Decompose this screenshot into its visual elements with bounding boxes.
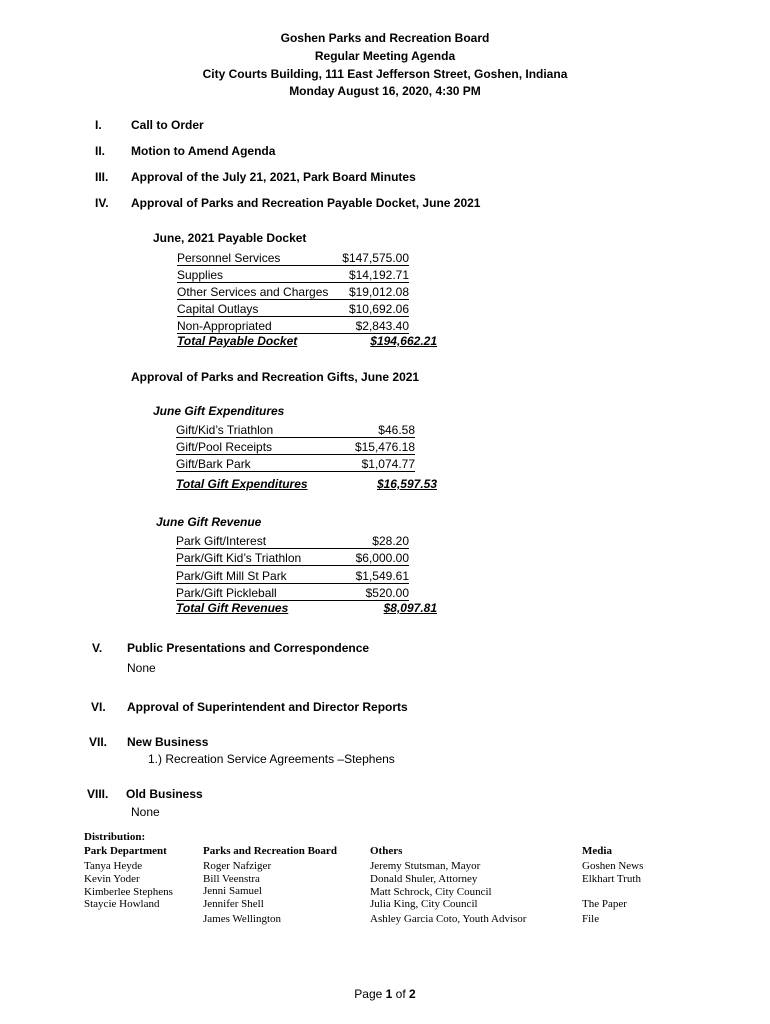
distribution-label: Distribution:: [84, 831, 146, 843]
gift-revenue-title: June Gift Revenue: [156, 515, 262, 529]
expenditure-row-amount: $1,074.77: [361, 457, 415, 471]
section-v-title: Public Presentations and Correspondence: [127, 641, 370, 655]
section-viii-title: Old Business: [126, 787, 203, 801]
header-subtitle: Regular Meeting Agenda: [314, 49, 456, 63]
revenue-row: [176, 583, 409, 601]
revenue-total-label: Total Gift Revenues: [176, 601, 289, 615]
agenda-num-1: I.: [95, 118, 102, 132]
docket-row-amount: $19,012.08: [348, 285, 409, 299]
board-member: Jenni Samuel: [203, 885, 262, 897]
park-department-heading: Park Department: [84, 845, 167, 857]
docket-total-amount: $194,662.21: [370, 334, 437, 348]
revenue-row-label: Park/Gift Mill St Park: [176, 569, 287, 583]
expenditure-row-amount: $46.58: [378, 423, 415, 437]
others-name: Matt Schrock, City Council: [370, 886, 492, 898]
expenditure-row-amount: $15,476.18: [354, 440, 415, 454]
agenda-item-4: Approval of Parks and Recreation Payable Docket, June 2021: [131, 196, 481, 210]
docket-row-amount: $14,192.71: [348, 268, 409, 282]
board-heading: Parks and Recreation Board: [203, 845, 337, 857]
docket-row: [177, 299, 409, 317]
expenditure-row: [176, 437, 415, 455]
gifts-heading: Approval of Parks and Recreation Gifts, June 2021: [131, 370, 420, 384]
docket-row-label: Capital Outlays: [177, 302, 259, 316]
board-member: Jennifer Shell: [203, 898, 264, 910]
revenue-row: [176, 566, 409, 584]
docket-row: [177, 265, 409, 283]
revenue-row: [176, 548, 409, 566]
header-location: City Courts Building, 111 East Jefferson Street, Goshen, Indiana: [202, 67, 568, 81]
media-name: Goshen News: [582, 860, 644, 872]
revenue-row: [176, 531, 409, 549]
header-date: Monday August 16, 2020, 4:30 PM: [289, 84, 481, 98]
header-org: Goshen Parks and Recreation Board: [280, 31, 490, 45]
media-heading: Media: [582, 845, 612, 857]
others-name: Julia King, City Council: [370, 898, 478, 910]
expenditure-row: [176, 420, 415, 438]
docket-row: [177, 316, 409, 334]
revenue-row-label: Park/Gift Kid’s Triathlon: [176, 551, 302, 565]
section-vi-title: Approval of Superintendent and Director Reports: [127, 700, 408, 714]
docket-row: [177, 282, 409, 300]
docket-row-label: Non-Appropriated: [177, 319, 272, 333]
others-name: Ashley Garcia Coto, Youth Advisor: [370, 913, 527, 925]
park-department-name: Staycie Howland: [84, 898, 160, 910]
gift-expenditures-title: June Gift Expenditures: [153, 404, 285, 418]
revenue-row-amount: $28.20: [372, 534, 409, 548]
docket-row-amount: $10,692.06: [348, 302, 409, 316]
board-member: Bill Veenstra: [203, 873, 260, 885]
page-word: Page: [354, 987, 383, 1001]
docket-row-amount: $147,575.00: [342, 251, 409, 265]
docket-row: [177, 248, 409, 266]
others-name: Jeremy Stutsman, Mayor: [370, 860, 481, 872]
docket-row-label: Supplies: [177, 268, 224, 282]
payable-docket-title: June, 2021 Payable Docket: [153, 231, 307, 245]
revenue-row-amount: $6,000.00: [355, 551, 409, 565]
section-viii-body: None: [131, 805, 160, 819]
revenue-total-amount: $8,097.81: [383, 601, 437, 615]
section-viii-num: VIII.: [87, 787, 109, 801]
page-current: 1: [385, 987, 393, 1001]
section-vi-num: VI.: [91, 700, 106, 714]
of-word: of: [395, 987, 406, 1001]
page-total: 2: [409, 987, 416, 1001]
park-department-name: Tanya Heyde: [84, 860, 143, 872]
docket-total-label: Total Payable Docket: [177, 334, 298, 348]
section-v-body: None: [127, 661, 156, 675]
expenditure-row-label: Gift/Pool Receipts: [176, 440, 273, 454]
section-v-num: V.: [92, 641, 103, 655]
agenda-num-4: IV.: [95, 196, 109, 210]
agenda-item-2: Motion to Amend Agenda: [131, 144, 276, 158]
revenue-row-label: Park/Gift Pickleball: [176, 586, 277, 600]
revenue-row-amount: $520.00: [365, 586, 409, 600]
agenda-item-1: Call to Order: [131, 118, 204, 132]
board-member: James Wellington: [203, 913, 282, 925]
agenda-num-3: III.: [95, 170, 109, 184]
expenditure-row-label: Gift/Bark Park: [176, 457, 251, 471]
others-name: Donald Shuler, Attorney: [370, 873, 478, 885]
docket-row-amount: $2,843.40: [355, 319, 409, 333]
expenditure-row-label: Gift/Kid’s Triathlon: [176, 423, 274, 437]
docket-row-label: Other Services and Charges: [177, 285, 329, 299]
revenue-row-label: Park Gift/Interest: [176, 534, 267, 548]
media-name: File: [582, 913, 600, 925]
expenditures-total-label: Total Gift Expenditures: [176, 477, 308, 491]
revenue-row-amount: $1,549.61: [355, 569, 409, 583]
park-department-name: Kevin Yoder: [84, 873, 140, 885]
docket-row-label: Personnel Services: [177, 251, 281, 265]
board-member: Roger Nafziger: [203, 860, 272, 872]
park-department-name: Kimberlee Stephens: [84, 886, 173, 898]
others-heading: Others: [370, 845, 403, 857]
media-name: The Paper: [582, 898, 627, 910]
page-number: [0, 987, 770, 1001]
section-vii-item: 1.) Recreation Service Agreements –Stephens: [148, 752, 395, 766]
expenditures-total-amount: $16,597.53: [376, 477, 437, 491]
section-vii-title: New Business: [127, 735, 209, 749]
expenditure-row: [176, 454, 415, 472]
section-vii-num: VII.: [89, 735, 108, 749]
media-name: Elkhart Truth: [582, 873, 641, 885]
agenda-num-2: II.: [95, 144, 106, 158]
agenda-item-3: Approval of the July 21, 2021, Park Board Minutes: [131, 170, 416, 184]
